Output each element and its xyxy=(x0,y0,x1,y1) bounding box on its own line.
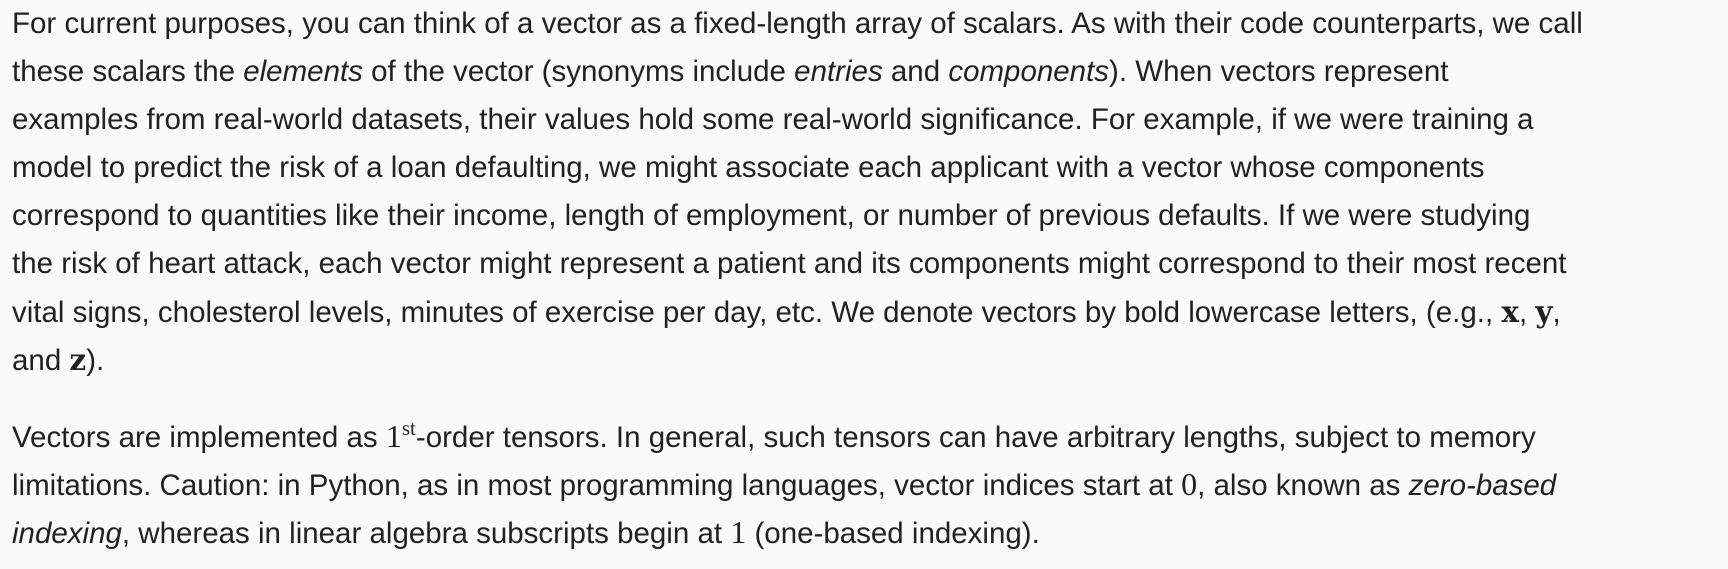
text-line xyxy=(12,0,1720,48)
math-number-zero: 0 xyxy=(1181,466,1198,502)
emphasis-zero-based: zero-based xyxy=(1408,469,1557,502)
document-body xyxy=(12,0,1720,556)
math-number-one: 1 xyxy=(385,418,402,454)
math-vector-z: z xyxy=(69,342,87,377)
text-line xyxy=(12,288,1720,336)
text-run: , xyxy=(1552,296,1561,329)
math-superscript-st: st xyxy=(401,416,416,440)
text-line xyxy=(12,508,1720,556)
math-vector-y: y xyxy=(1535,294,1553,329)
text-run: Vectors are implemented as xyxy=(12,421,386,454)
text-run: examples from real-world datasets, their values hold some real-world significance. For example, if we were training a xyxy=(12,103,1534,136)
text-run: For current purposes, you can think of a vector as a fixed-length array of scalars. As with their code counterparts, we call xyxy=(12,7,1583,40)
text-line xyxy=(12,192,1720,240)
text-run: of the vector (synonyms include xyxy=(362,55,795,88)
text-line xyxy=(12,48,1720,96)
text-line xyxy=(12,336,1720,384)
text-run: these scalars the xyxy=(12,55,244,88)
emphasis-components: components xyxy=(948,55,1110,88)
text-line xyxy=(12,412,1720,460)
text-run: limitations. Caution: in Python, as in most programming languages, vector indices start at xyxy=(12,469,1182,502)
paragraph-spacer xyxy=(12,384,1720,412)
text-line xyxy=(12,96,1720,144)
text-run: and xyxy=(882,55,949,88)
text-run: -order tensors. In general, such tensors can have arbitrary lengths, subject to memory xyxy=(415,421,1536,454)
text-run: the risk of heart attack, each vector might represent a patient and its components might correspond to their most recent xyxy=(12,247,1567,280)
text-run: , whereas in linear algebra subscripts begin at xyxy=(121,517,731,550)
paragraph-vectors-definition xyxy=(12,0,1720,384)
emphasis-elements: elements xyxy=(243,55,363,88)
text-run: ). When vectors represent xyxy=(1109,55,1449,88)
emphasis-entries: entries xyxy=(794,55,883,88)
text-run: and xyxy=(12,344,70,377)
text-line xyxy=(12,460,1720,508)
text-run: , also known as xyxy=(1197,469,1409,502)
emphasis-indexing: indexing xyxy=(12,517,122,550)
text-run: model to predict the risk of a loan defaulting, we might associate each applicant with a vector whose components xyxy=(12,151,1485,184)
text-run: (one-based indexing). xyxy=(746,517,1040,550)
math-number-one: 1 xyxy=(730,514,747,550)
text-line xyxy=(12,144,1720,192)
text-run: correspond to quantities like their income, length of employment, or number of previous defaults. If we were studying xyxy=(12,199,1531,232)
text-line xyxy=(12,240,1720,288)
paragraph-vector-implementation xyxy=(12,412,1720,556)
text-run: vital signs, cholesterol levels, minutes of exercise per day, etc. We denote vectors by bold lowercase letters, (e.g., xyxy=(12,296,1502,329)
math-vector-x: x xyxy=(1501,294,1519,329)
text-run: , xyxy=(1518,296,1536,329)
text-run: ). xyxy=(86,344,105,377)
